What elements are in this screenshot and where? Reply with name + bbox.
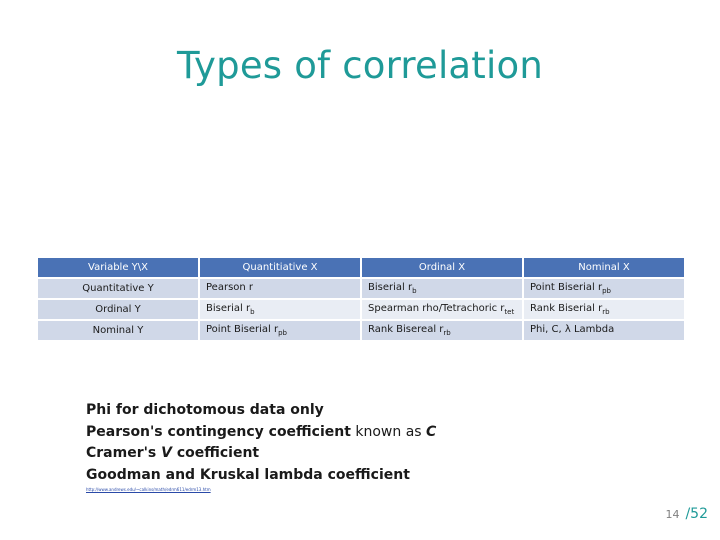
correlation-table: [36, 256, 686, 342]
page-number: [665, 503, 708, 522]
table-cell: Point Biserial $r_{pb}$: [200, 321, 360, 340]
table-cell: Rank Biserial $r_{rb}$: [524, 300, 684, 319]
table-cell: Spearman rho/Tetrachoric $r_{tet}$: [362, 300, 522, 319]
current-page: 14: [665, 508, 680, 521]
row-label: Ordinal Y: [38, 300, 198, 319]
note-lambda: Goodman and Kruskal lambda coefficient: [86, 466, 410, 483]
row-label: Quantitative Y: [38, 279, 198, 298]
header-ordinal-x: Ordinal X: [362, 258, 522, 277]
table-cell: Biserial $r_b$: [362, 279, 522, 298]
total-pages: /52: [685, 506, 708, 522]
note-contingency: Pearson's contingency coefficient known as C: [86, 423, 437, 440]
table-cell: Point Biserial $r_{pb}$: [524, 279, 684, 298]
table-row: [38, 300, 684, 319]
table-row: [38, 321, 684, 340]
table-cell: Pearson r: [200, 279, 360, 298]
header-quantitative-x: Quantitiative X: [200, 258, 360, 277]
notes-block: [86, 400, 436, 486]
table-cell: Biserial $r_b$: [200, 300, 360, 319]
note-cramers-v: Cramer's V coefficient: [86, 445, 260, 461]
table-cell: Phi, C, λ Lambda: [524, 321, 684, 340]
header-nominal-x: Nominal X: [524, 258, 684, 277]
table-cell: Rank Bisereal $r_{rb}$: [362, 321, 522, 340]
note-phi: Phi for dichotomous data only: [86, 402, 324, 418]
slide-title: Types of correlation: [177, 44, 543, 87]
table-row: [38, 279, 684, 298]
source-link[interactable]: http://www.andrews.edu/~calkins/math/edrm611/edrm13.htm: [86, 487, 211, 492]
header-variable: Variable Y\X: [38, 258, 198, 277]
row-label: Nominal Y: [38, 321, 198, 340]
table-header-row: [38, 258, 684, 277]
